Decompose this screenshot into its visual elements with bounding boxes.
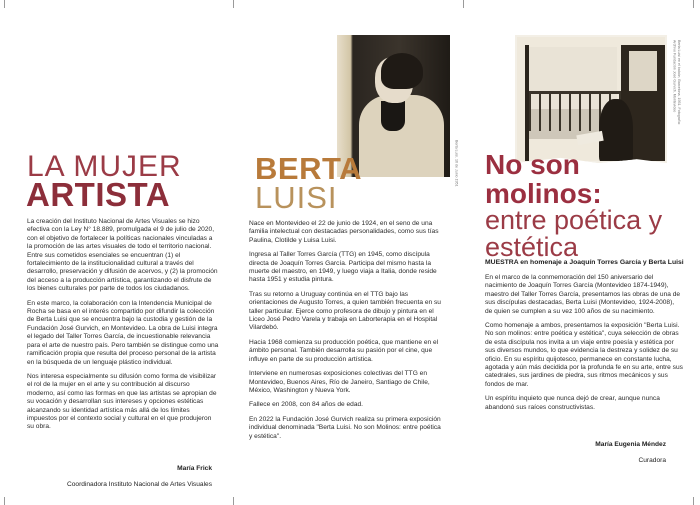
paragraph: Nos interesa especialmente su difusión como forma de visibilizar el rol de la mujer en el arte y su contribución al discurso moderno, así como las formas en que las artistas se apropian de su vocación y desarrollan sus intereses y opciones estéticas alcanzando su identidad artística más allá de los límites impuestos por el contexto social y cultural en el que produjeron su obra. (27, 372, 217, 431)
paragraph: Como homenaje a ambos, presentamos la exposición "Berta Luisi. No son molinos: entre poética y estética", cuya selección de obras de esta discípula nos invita a un viaje entre poesía y estética por sus diversos mundos, lo que evidencia la destreza y solidez de su oficio. En su espíritu quijotesco, permanece en constante lucha, agotada y aún más decidida por la profunda fe en su arte, entre sus catedrales, sus jardines de piedra, sus ritmos mecánicos y sus fondos de mar. (485, 322, 683, 388)
panel-la-mujer-artista (0, 0, 233, 505)
paragraph: Ingresa al Taller Torres García (TTG) en 1945, como discípula directa de Joaquín Torres García. Participa del mismo hasta la muerte del maestro, en 1949, y luego viaja a Italia, donde reside hasta 1951 y estudia pintura. (249, 251, 437, 284)
panel-title-thin: LA MUJER (27, 150, 182, 183)
photo-caption: Berta Luisi, 16 de Junio 1951 (454, 140, 459, 187)
paragraph: Fallece en 2008, con 84 años de edad. (249, 401, 364, 409)
paragraph: En 2022 la Fundación José Gurvich realiza su primera exposición individual denominada "Berta Luisi. No son Molinos: entre poética y estética". (249, 415, 441, 440)
panel-title-bold: No son molinos: (485, 149, 602, 209)
signature-role: Coordinadora Instituto Nacional de Artes Visuales (66, 481, 212, 488)
signature-name: María Eugenia Méndez (595, 441, 666, 448)
paragraph: Tras su retorno a Uruguay continúa en el TTG bajo las orientaciones de Augusto Torres, a quien también frecuenta en su taller particular. Ejerce como profesora de dibujo y pintura en el Liceo José Pedro Varela y trabaja en Laborterapia en el Hospital Vilardebó. (249, 290, 441, 332)
paragraph: Interviene en numerosas exposiciones colectivas del TTG en Montevideo, Buenos Aires, Río de Janeiro, Santiago de Chile, México, Washington y Nueva York. (249, 370, 430, 394)
photo-caption: Berta Luisi en el balcón, Barcelona, 1951. Fotografía: Archivo Fundación José Gurvich, Montevideo (672, 40, 681, 125)
paragraph: Hacia 1968 comienza su producción poética, que mantiene en el ámbito personal. También desarrolla su pasión por el cine, que influye en parte de su producción artística. (249, 338, 439, 363)
panel-title-bold: BERTA (255, 151, 362, 186)
panel-title-bold: ARTISTA (26, 176, 171, 213)
panel-body (249, 220, 443, 447)
paragraph: En este marco, la colaboración con la Intendencia Municipal de Rocha se basa en el interés compartido por difundir la colección de Berta Luisi que se encuentra bajo la custodia y gestión de la Fundación José Gurvich, en Montevideo. La obra de Luisi integra el legado del Taller Torres García, de incuestionable relevancia para el arte de nuestro país. Pero también se distingue como una ramificación propia que resulta del proceso personal de la artista en la búsqueda de un lenguaje plástico individual. (27, 299, 219, 366)
paragraph: Un espíritu inquieto que nunca dejó de crear, aunque nunca abandonó sus raíces constructivistas. (485, 395, 660, 411)
panel-title-thin: entre poética y estética (485, 205, 663, 262)
panel-body (485, 274, 683, 418)
signature-name: María Frick (177, 465, 212, 472)
panel-no-son-molinos (463, 0, 700, 505)
signature-role: Curadora (638, 457, 666, 464)
paragraph: En el marco de la conmemoración del 150 aniversario del nacimiento de Joaquín Torres García (Montevideo 1874-1949), maestro del Taller Torres García, presentamos las obras de una de sus discípulas destacadas, Berta Luisi (Montevideo, 1924-2008), de quien se cumplen a su vez 100 años de su nacimiento. (485, 274, 681, 315)
panel-berta-luisi (233, 0, 463, 505)
paragraph: Nace en Montevideo el 22 de junio de 1924, en el seno de una familia intelectual con destacadas personalidades, como sus tías Paulina, Clotilde y Luisa Luisi. (249, 220, 439, 244)
panel-body (27, 218, 219, 438)
paragraph: La creación del Instituto Nacional de Artes Visuales se hizo efectiva con la Ley N° 18.889, promulgada el 9 de julio de 2020, con el objetivo de fortalecer la políticas nacionales vinculadas a la promoción de las artes visuales de todo el territorio nacional. Entre sus cometidos esenciales se encuentran (1) el fortalecimiento de la institucionalidad cultural a través del desarrollo, preservación y difusión de acervos, y (2) la promoción del acceso a la producción artística, garantizando el disfrute de los bienes culturales por parte de todos los ciudadanos. (27, 218, 218, 293)
panel-title-thin: LUISI (255, 180, 338, 215)
exhibition-subtitle: MUESTRA en homenaje a Joaquín Torres García y Berta Luisi (485, 259, 684, 266)
